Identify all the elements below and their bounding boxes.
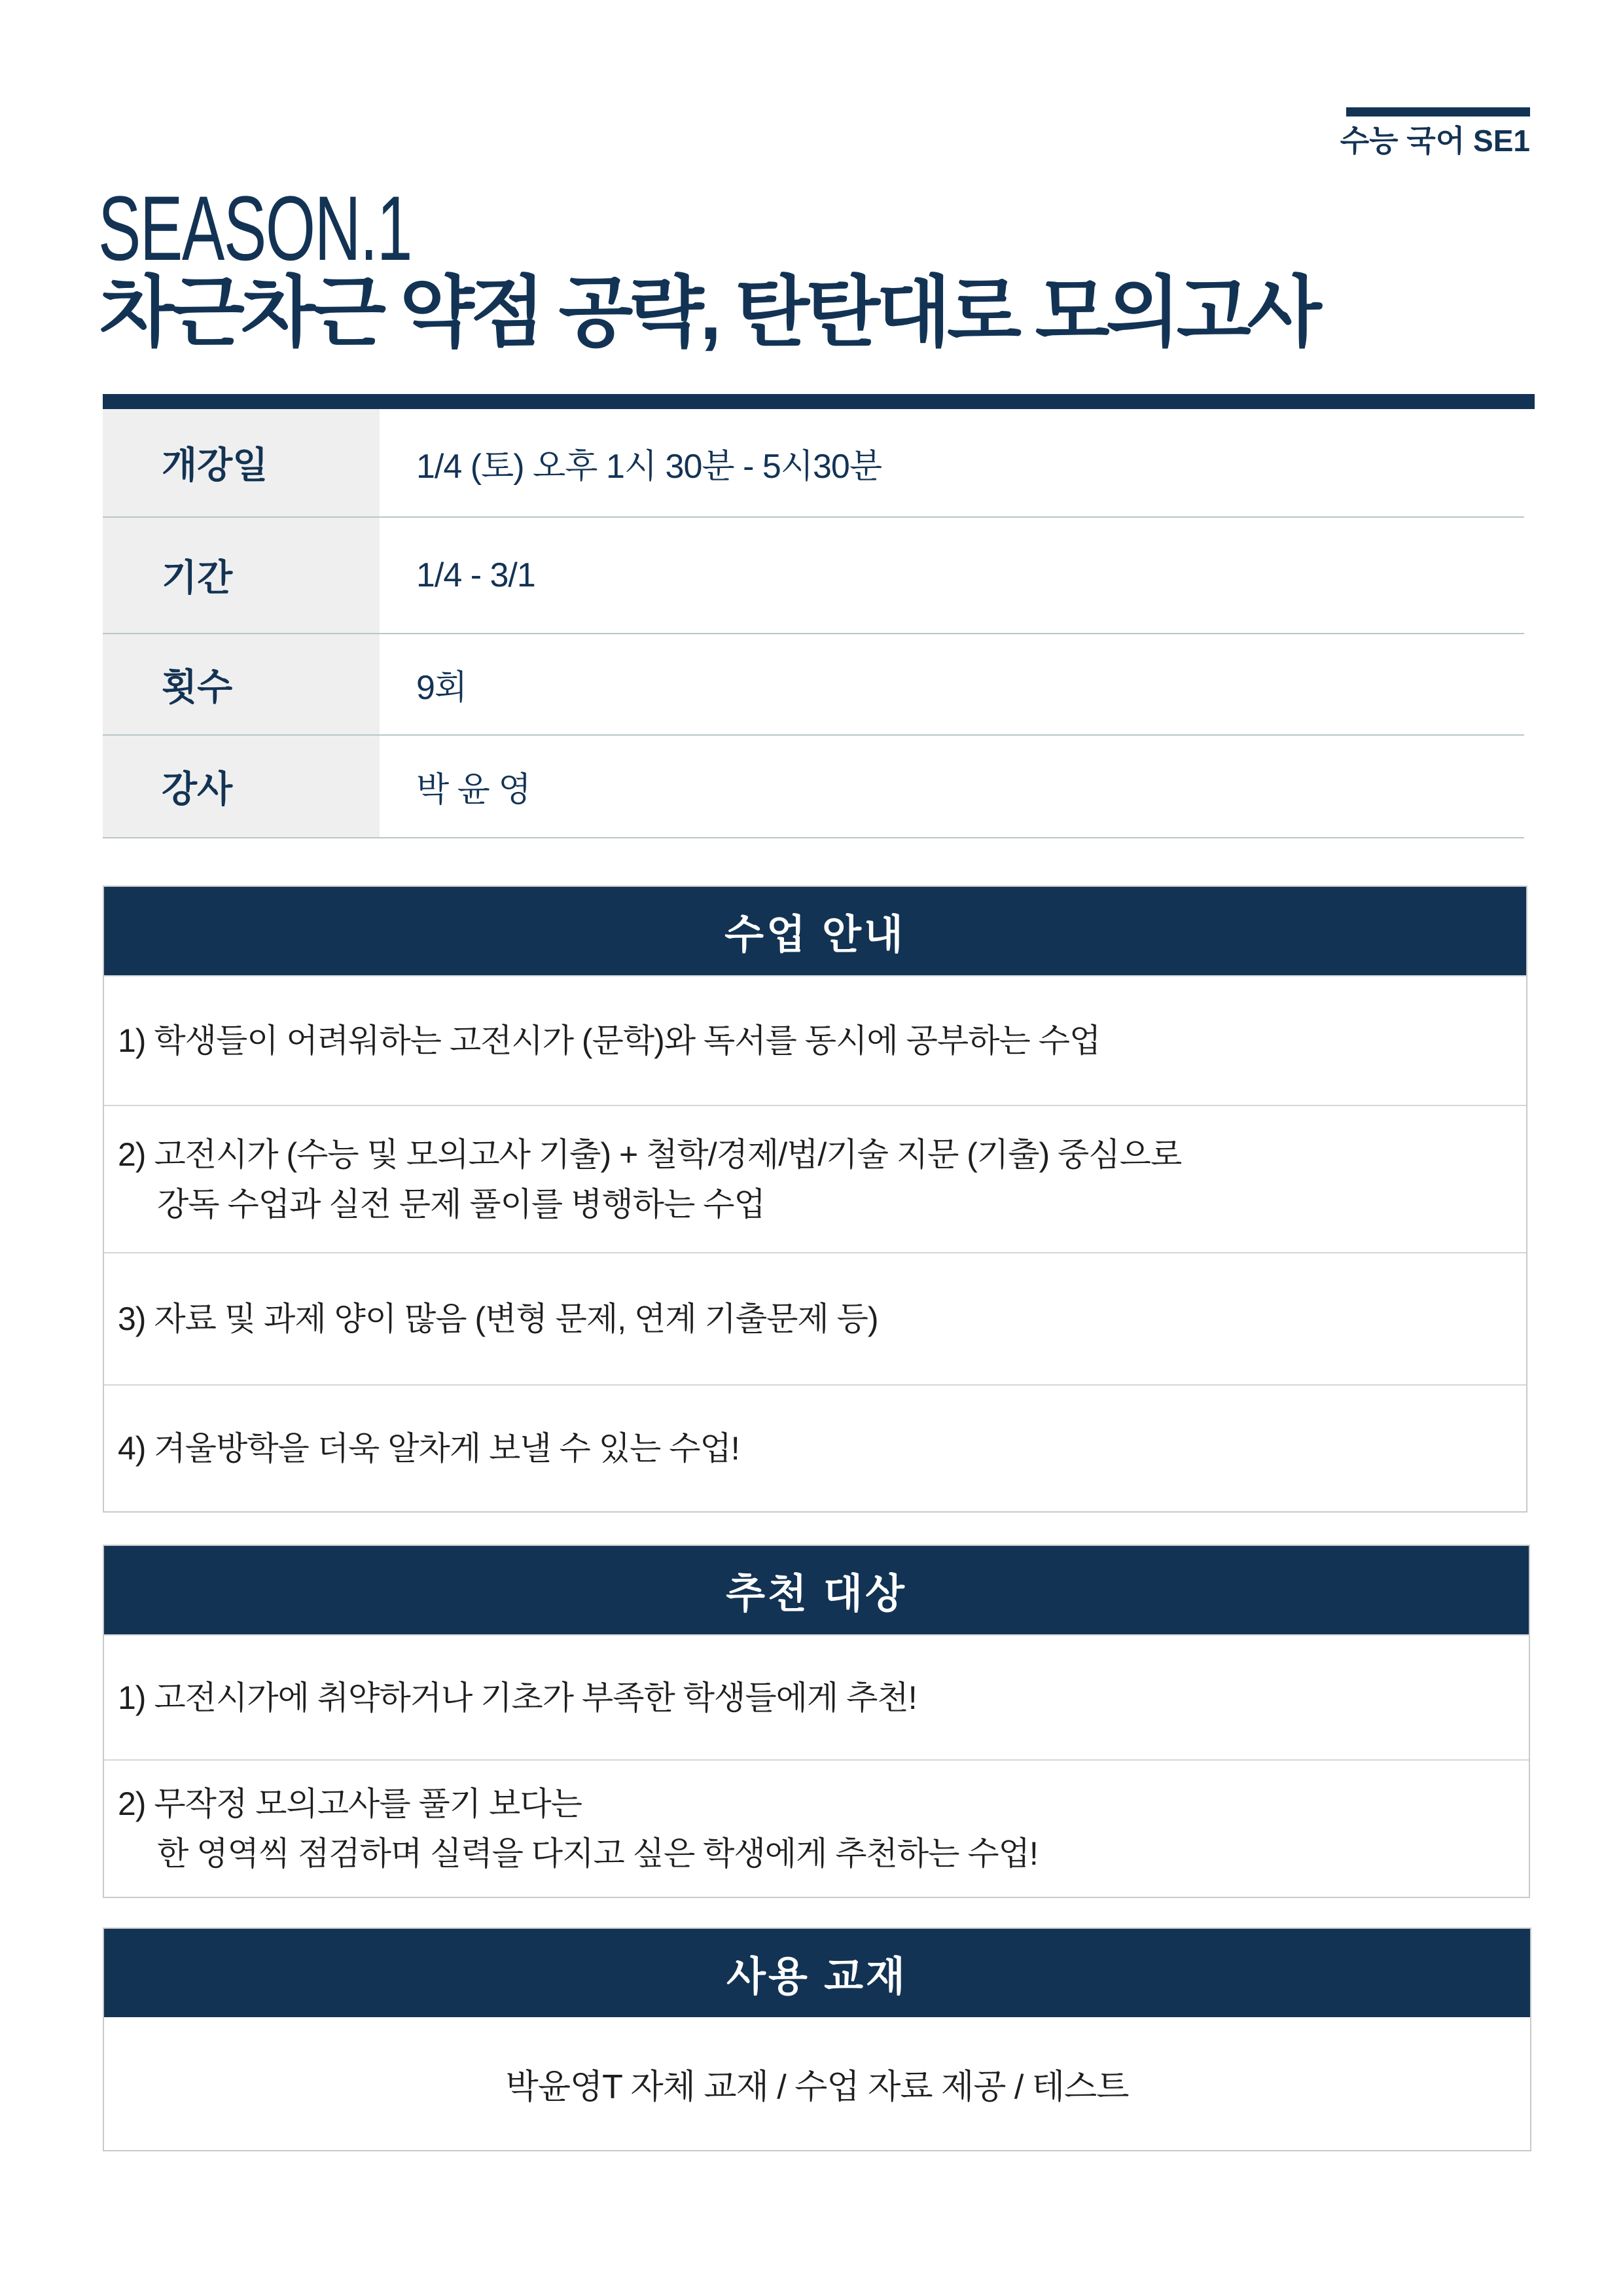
title-divider	[103, 394, 1535, 409]
course-tag-bar	[1346, 107, 1530, 117]
list-item-text-continued: 강독 수업과 실전 문제 풀이를 병행하는 수업	[157, 1185, 765, 1223]
recommended-section	[103, 1545, 1530, 1898]
info-label: 강사	[103, 736, 380, 837]
info-value: 박 윤 영	[416, 771, 531, 809]
list-item-text: 4) 겨울방학을 더욱 알차게 보낼 수 있는 수업!	[118, 1430, 740, 1467]
info-label: 횟수	[103, 634, 380, 734]
list-item	[104, 975, 1526, 1105]
info-label: 개강일	[103, 409, 380, 516]
list-item	[104, 1634, 1529, 1759]
info-label: 기간	[103, 518, 380, 633]
list-item-text: 1) 학생들이 어려워하는 고전시가 (문학)와 독서를 동시에 공부하는 수업	[118, 1022, 1101, 1059]
materials-text: 박윤영T 자체 교재 / 수업 자료 제공 / 테스트	[505, 2068, 1129, 2106]
class-guide-heading: 수업 안내	[104, 887, 1526, 975]
info-value: 1/4 - 3/1	[416, 556, 535, 594]
page-title: 차근차근 약점 공략, 탄탄대로 모의고사	[99, 270, 1318, 356]
list-item	[104, 1759, 1529, 1897]
list-item-text: 2) 무작정 모의고사를 풀기 보다는	[118, 1785, 582, 1822]
info-row-period	[103, 518, 1524, 634]
info-value: 1/4 (토) 오후 1시 30분 - 5시30분	[416, 447, 882, 486]
info-row-start-date	[103, 409, 1524, 518]
recommended-heading: 추천 대상	[104, 1546, 1529, 1634]
class-guide-section	[103, 886, 1527, 1513]
info-row-sessions	[103, 634, 1524, 736]
list-item	[104, 1384, 1526, 1511]
materials-section	[103, 1928, 1531, 2151]
list-item-text: 3) 자료 및 과제 양이 많음 (변형 문제, 연계 기출문제 등)	[118, 1300, 878, 1337]
materials-heading: 사용 교재	[104, 1929, 1530, 2017]
info-value: 9회	[416, 669, 467, 707]
season-title: SEASON.1	[98, 177, 412, 279]
list-item-text: 1) 고전시가에 취약하거나 기초가 부족한 학생들에게 추천!	[118, 1679, 917, 1716]
list-item	[104, 1105, 1526, 1252]
list-item	[104, 1252, 1526, 1384]
course-info-table	[103, 409, 1524, 838]
info-row-instructor	[103, 736, 1524, 838]
course-tag: 수능 국어 SE1	[1340, 124, 1530, 158]
list-item-text: 2) 고전시가 (수능 및 모의고사 기출) + 철학/경제/법/기술 지문 (기출) 중심으로	[118, 1136, 1182, 1173]
list-item-text-continued: 한 영역씩 점검하며 실력을 다지고 싶은 학생에게 추천하는 수업!	[157, 1835, 1038, 1872]
